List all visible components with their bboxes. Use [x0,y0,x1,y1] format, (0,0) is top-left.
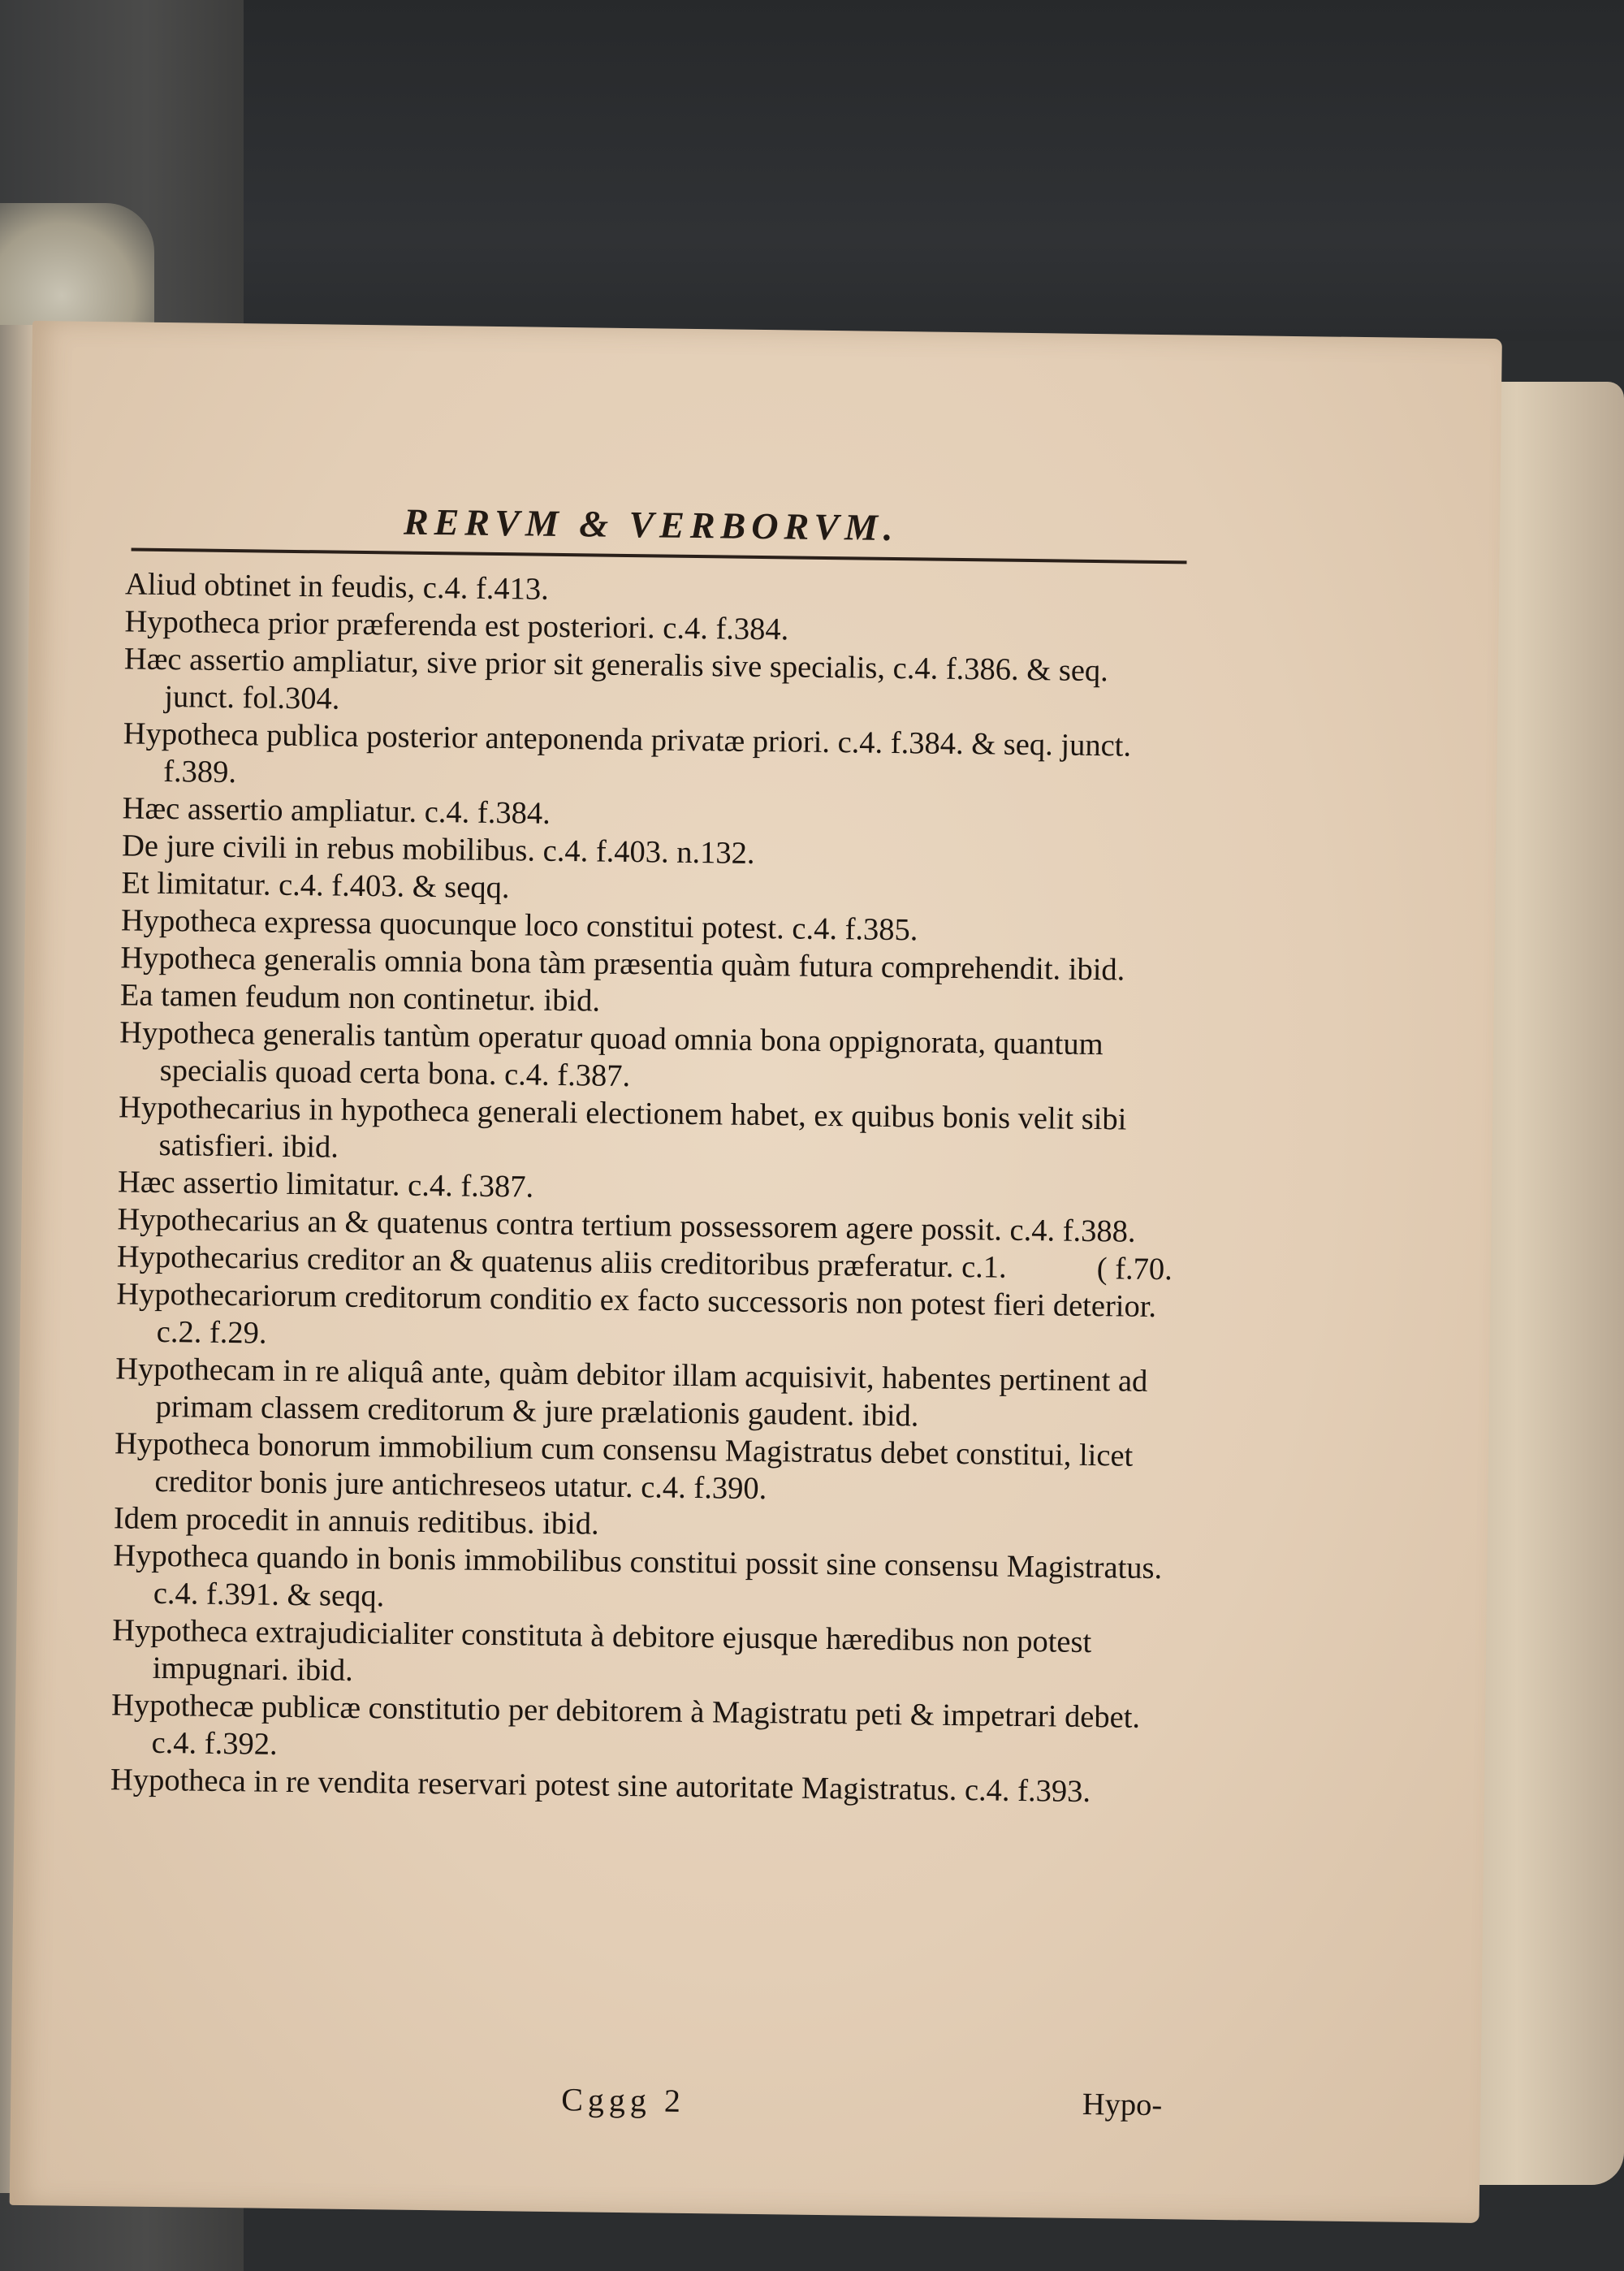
index-entries [110,565,1181,1811]
running-head: RERVM & VERBORVM. [403,500,899,549]
index-entry: Hypothecarius an & quatenus contra tertium possessorem agere possit. c.4. f.388. ( f.70. [117,1202,1173,1287]
index-entry: Hypothecarius creditor an & quatenus aliis creditoribus præferatur. c.1. [116,1239,1007,1285]
index-entry: Hypothecariorum creditorum conditio ex facto successoris non potest fieri deterior. c.2. f.29. [116,1277,1157,1351]
index-entry: Hypotheca generalis tantùm operatur quoad omnia bona oppignorata, quantum specialis quoad certa bona. c.4. f.387. [119,1015,1104,1094]
index-entry: Hæc assertio ampliatur. c.4. f.384. [122,791,551,831]
page-footer [106,2074,1162,2125]
index-entry: Hypotheca expressa quocunque loco constitui potest. c.4. f.385. [120,903,918,948]
signature-mark: Cggg 2 [561,2081,686,2119]
index-entry: Hypothecam in re aliquâ ante, quàm debitor illam acquisivit, habentes pertinent ad primam classem creditorum & jure prælationis gaudent. ibid. [114,1352,1148,1434]
index-entry: Idem procedit in annuis reditibus. ibid. [113,1501,599,1542]
book-page [10,321,1502,2223]
index-entry: Hypotheca prior præferenda est posteriori. c.4. f.384. [124,604,789,647]
index-entry: Hypotheca publica posterior anteponenda privatæ priori. c.4. f.384. & seq. junct. f.389. [123,716,1132,790]
index-entry: Hæc assertio limitatur. c.4. f.387. [117,1165,534,1205]
catchword: Hypo- [1082,2087,1163,2123]
index-entry: Et limitatur. c.4. f.403. & seqq. [121,866,510,906]
index-entry: De jure civili in rebus mobilibus. c.4. f.403. n.132. [121,828,755,871]
index-entry: Aliud obtinet in feudis, c.4. f.413. [124,567,550,607]
background-top [0,0,1624,341]
index-entry: Ea tamen feudum non continetur. ibid. [119,978,601,1019]
index-entry: Hypotheca extrajudicialiter constituta à debitore ejusque hæredibus non potest impugnari. ibid. [112,1613,1092,1688]
index-entry: Hypotheca in re vendita reservari potest sine autoritate Magistratus. c.4. f.393. [110,1763,1091,1810]
index-entry: Hypothecæ publicæ constitutio per debitorem à Magistratu peti & impetrari debet. c.4. f.392. [110,1688,1141,1762]
index-entry: Hypotheca quando in bonis immobilibus constitui possit sine consensu Magistratus. c.4. f.391. & seqq. [113,1538,1163,1614]
index-entry: Hæc assertio ampliatur, sive prior sit generalis sive specialis, c.4. f.386. & seq. junct. fol.304. [123,642,1109,716]
index-entry: Hypothecarius in hypotheca generali electionem habet, ex quibus bonis velit sibi satisfieri. ibid. [118,1090,1127,1165]
turnover-fragment: ( f.70. [1096,1252,1173,1287]
index-entry: Hypotheca generalis omnia bona tàm præsentia quàm futura comprehendit. ibid. [120,941,1125,988]
index-entry: Hypotheca bonorum immobilium cum consensu Magistratus debet constitui, licet creditor bonis jure antichreseos utatur. c.4. f.390. [114,1426,1134,1507]
